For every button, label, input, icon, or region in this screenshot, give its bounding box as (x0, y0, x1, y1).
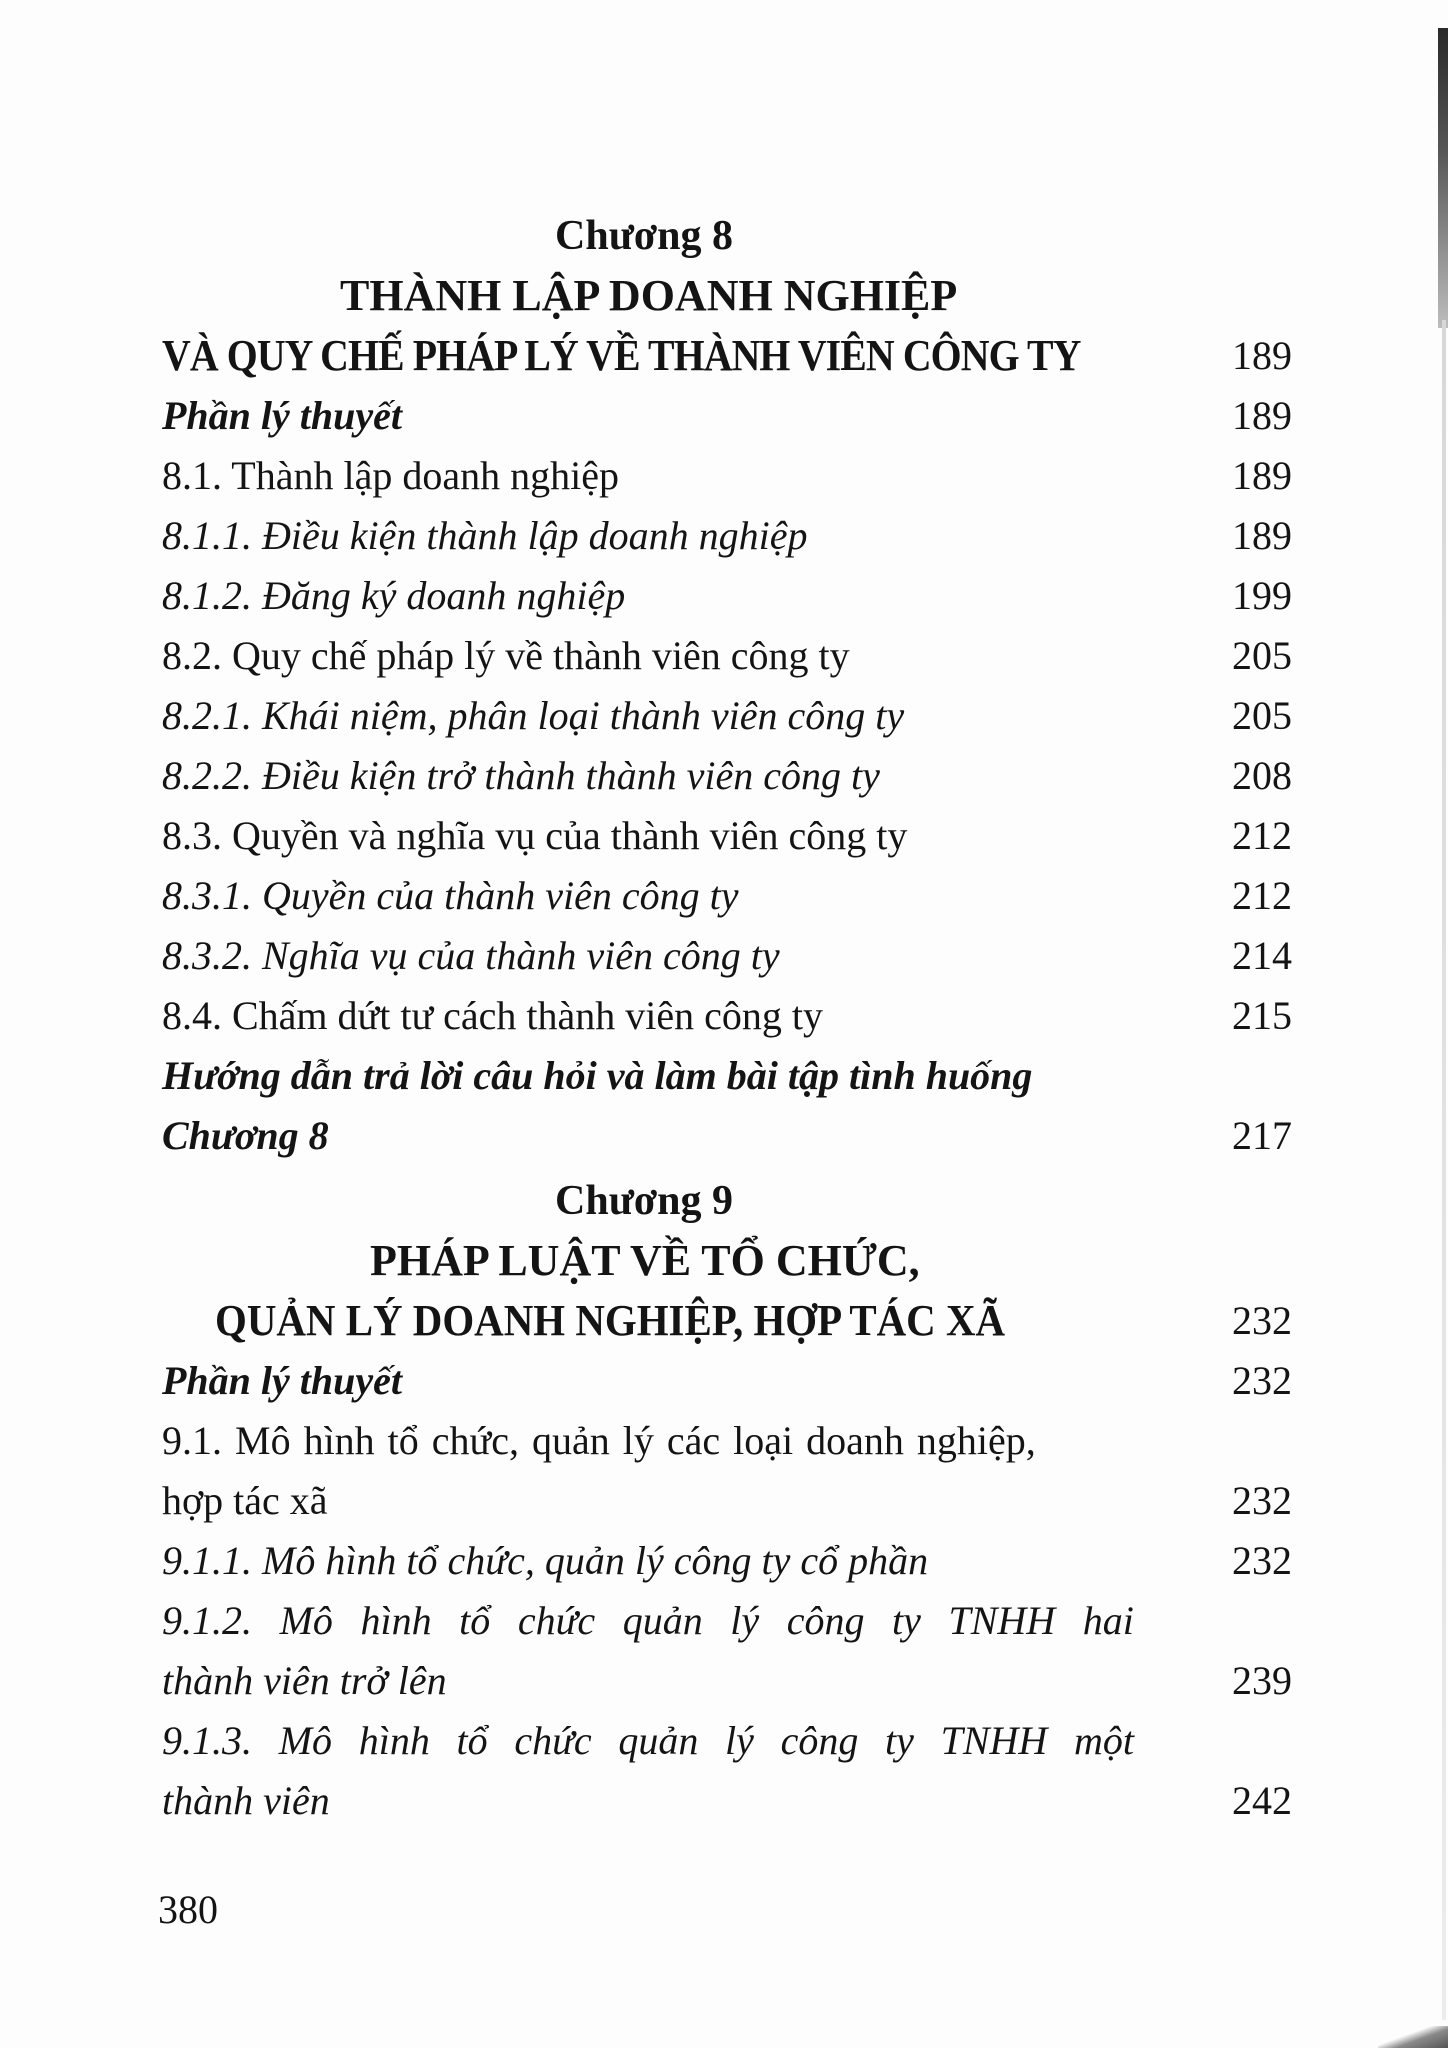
toc-entry-line-1[interactable] (162, 1046, 1292, 1106)
page-ref: 208 (1232, 753, 1292, 798)
word: công (780, 1718, 859, 1763)
page-ref: 205 (1232, 693, 1292, 738)
page-ref: 242 (1232, 1778, 1292, 1823)
word: TNHH (948, 1598, 1056, 1643)
word: hai (1082, 1598, 1134, 1643)
page-ref: 217 (1232, 1113, 1292, 1158)
toc-entry[interactable] (162, 926, 1292, 986)
toc-entry[interactable] (162, 566, 1292, 626)
toc-entry-line-1[interactable] (162, 1711, 1292, 1771)
page-corner-shadow (1378, 2026, 1448, 2048)
entry-title: 8.1.1. Điều kiện thành lập doanh nghiệp (162, 513, 808, 558)
word: tổ (456, 1718, 488, 1763)
entry-title: 8.4. Chấm dứt tư cách thành viên công ty (162, 993, 823, 1038)
page-ref: 199 (1232, 573, 1292, 618)
entry-title: Phần lý thuyết (162, 1358, 403, 1403)
chapter-8-title-row-2[interactable] (162, 326, 1292, 386)
page-ref: 189 (1232, 513, 1292, 558)
word: 9.1.2. (162, 1598, 252, 1643)
word: chức (517, 1598, 596, 1643)
entry-title: 8.3.2. Nghĩa vụ của thành viên công ty (162, 933, 780, 978)
toc-entry-line-2[interactable] (162, 1106, 1292, 1166)
page-ref: 214 (1232, 933, 1292, 978)
toc-entry[interactable] (162, 986, 1292, 1046)
toc-entry-line-1[interactable] (162, 1411, 1292, 1471)
chapter-9-title-line-2: QUẢN LÝ DOANH NGHIỆP, HỢP TÁC XÃ (215, 1296, 1006, 1345)
word: ty (885, 1718, 914, 1763)
toc-entry[interactable] (162, 746, 1292, 806)
entry-title-justified (162, 1591, 1134, 1651)
word: 9.1.3. (162, 1718, 252, 1763)
entry-title: 9.1.1. Mô hình tổ chức, quản lý công ty cổ phần (162, 1538, 929, 1583)
toc-entry[interactable] (162, 686, 1292, 746)
entry-title: 8.2.1. Khái niệm, phân loại thành viên công ty (162, 693, 905, 738)
word: chức (514, 1718, 592, 1763)
entry-title-continued: Chương 8 (162, 1113, 329, 1158)
page-ref: 232 (1232, 1538, 1292, 1583)
toc-entry-line-2[interactable] (162, 1771, 1292, 1831)
entry-title: 8.2.2. Điều kiện trở thành thành viên công ty (162, 753, 880, 798)
page-edge-shadow (1438, 28, 1448, 328)
entry-title: Hướng dẫn trả lời câu hỏi và làm bài tập tình huống (162, 1053, 1033, 1098)
chapter-9-title-row-1 (162, 1231, 1292, 1291)
entry-title: 8.1. Thành lập doanh nghiệp (162, 453, 619, 498)
chapter-9-label-row (162, 1171, 1292, 1231)
toc-entry[interactable] (162, 626, 1292, 686)
toc-entry-line-2[interactable] (162, 1651, 1292, 1711)
word: TNHH (940, 1718, 1048, 1763)
chapter-9-title-line-1: PHÁP LUẬT VỀ TỔ CHỨC, (370, 1236, 920, 1285)
word: một (1074, 1718, 1134, 1763)
page-ref: 239 (1232, 1658, 1292, 1703)
word: quản (622, 1598, 703, 1643)
chapter-9-label: Chương 9 (555, 1178, 734, 1224)
toc-entry-line-1[interactable] (162, 1591, 1292, 1651)
toc-entry[interactable] (162, 1531, 1292, 1591)
word: Mô (278, 1718, 333, 1763)
word: công (786, 1598, 865, 1643)
toc-entry[interactable] (162, 446, 1292, 506)
word: tổ (459, 1598, 491, 1643)
page-edge-line (1442, 320, 1446, 2020)
word: Mô (279, 1598, 333, 1643)
word: hình (358, 1718, 430, 1763)
page-ref: 205 (1232, 633, 1292, 678)
chapter-8-title-row-1 (162, 266, 1292, 326)
entry-title: Phần lý thuyết (162, 393, 403, 438)
page-ref: 212 (1232, 813, 1292, 858)
word: lý (730, 1598, 760, 1643)
page-ref: 215 (1232, 993, 1292, 1038)
chapter-8-label: Chương 8 (555, 213, 734, 259)
page-ref: 232 (1232, 1478, 1292, 1523)
page-ref: 232 (1232, 1298, 1292, 1343)
entry-title-continued: thành viên trở lên (162, 1658, 447, 1703)
chapter-8-title-line-1: THÀNH LẬP DOANH NGHIỆP (340, 271, 958, 320)
page-ref: 232 (1232, 1358, 1292, 1403)
word: lý (725, 1718, 754, 1763)
toc-entry[interactable] (162, 1351, 1292, 1411)
page-ref: 189 (1232, 393, 1292, 438)
chapter-8-label-row (162, 206, 1292, 266)
entry-title: 8.1.2. Đăng ký doanh nghiệp (162, 573, 626, 618)
toc-entry[interactable] (162, 506, 1292, 566)
entry-title-continued: thành viên (162, 1778, 330, 1823)
entry-title: 8.2. Quy chế pháp lý về thành viên công ty (162, 633, 850, 678)
page-ref: 189 (1232, 333, 1292, 378)
chapter-8-title-line-2: VÀ QUY CHẾ PHÁP LÝ VỀ THÀNH VIÊN CÔNG TY (162, 331, 1081, 380)
entry-title: 9.1. Mô hình tổ chức, quản lý các loại doanh nghiệp, (162, 1418, 1036, 1463)
entry-title: 8.3.1. Quyền của thành viên công ty (162, 873, 739, 918)
toc-entry[interactable] (162, 386, 1292, 446)
toc-entry-line-2[interactable] (162, 1471, 1292, 1531)
page-ref: 212 (1232, 873, 1292, 918)
chapter-9-title-row-2[interactable] (162, 1291, 1292, 1351)
entry-title-justified (162, 1711, 1134, 1771)
word: quản (618, 1718, 699, 1763)
word: hình (360, 1598, 432, 1643)
entry-title-continued: hợp tác xã (162, 1478, 328, 1523)
entry-title: 8.3. Quyền và nghĩa vụ của thành viên công ty (162, 813, 908, 858)
toc-entry[interactable] (162, 866, 1292, 926)
page-ref: 189 (1232, 453, 1292, 498)
toc-entry[interactable] (162, 806, 1292, 866)
word: ty (892, 1598, 921, 1643)
table-of-contents (162, 206, 1292, 1831)
page-number: 380 (158, 1887, 218, 1932)
